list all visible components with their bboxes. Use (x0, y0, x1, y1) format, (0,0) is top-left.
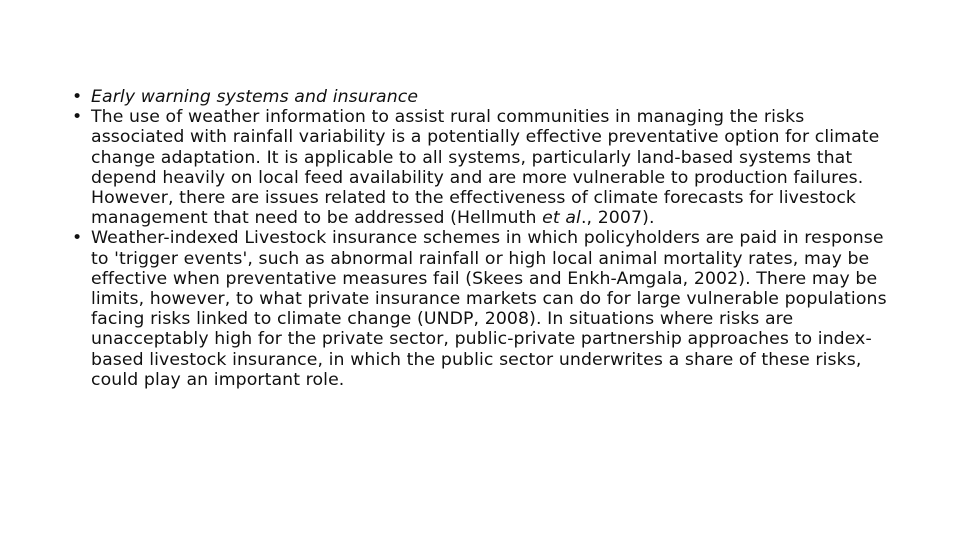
bullet-dot-icon: • (72, 228, 83, 249)
bullet-weather-information (72, 107, 892, 228)
bullet-heading (72, 87, 892, 107)
paragraph-italic-citation: et al (542, 208, 581, 229)
paragraph-text: Weather-indexed Livestock insurance schemes in which policyholders are paid in response to 'trigger events', such as abnormal rainfall or high local animal mortality rates, may be effective when preventative measures fail (Skees and Enkh-Amgala, 2002). There may be limits, however, to what private insurance markets can do for large vulnerable populations facing risks linked to climate change (UNDP, 2008). In situations where risks are unacceptably high for the private sector, public-private partnership approaches to index-based livestock insurance, in which the public sector underwrites a share of these risks, could play an important role. (91, 228, 887, 390)
bullet-list (72, 87, 892, 390)
bullet-dot-icon: • (72, 107, 83, 128)
paragraph-text-part: ., 2007). (580, 208, 655, 229)
bullet-livestock-insurance (72, 228, 892, 390)
bullet-dot-icon: • (72, 87, 83, 107)
paragraph-text-part: The use of weather information to assist rural communities in managing the risks associated with rainfall variability is a potentially effective preventative option for climate change adaptation. It is applicable to all systems, particularly land-based systems that depend heavily on local feed availability and are more vulnerable to production failures. However, there are issues related to the effectiveness of climate forecasts for livestock management that need to be addressed (Hellmuth (91, 107, 880, 229)
slide-content (72, 87, 892, 390)
heading-text: Early warning systems and insurance (91, 87, 419, 107)
